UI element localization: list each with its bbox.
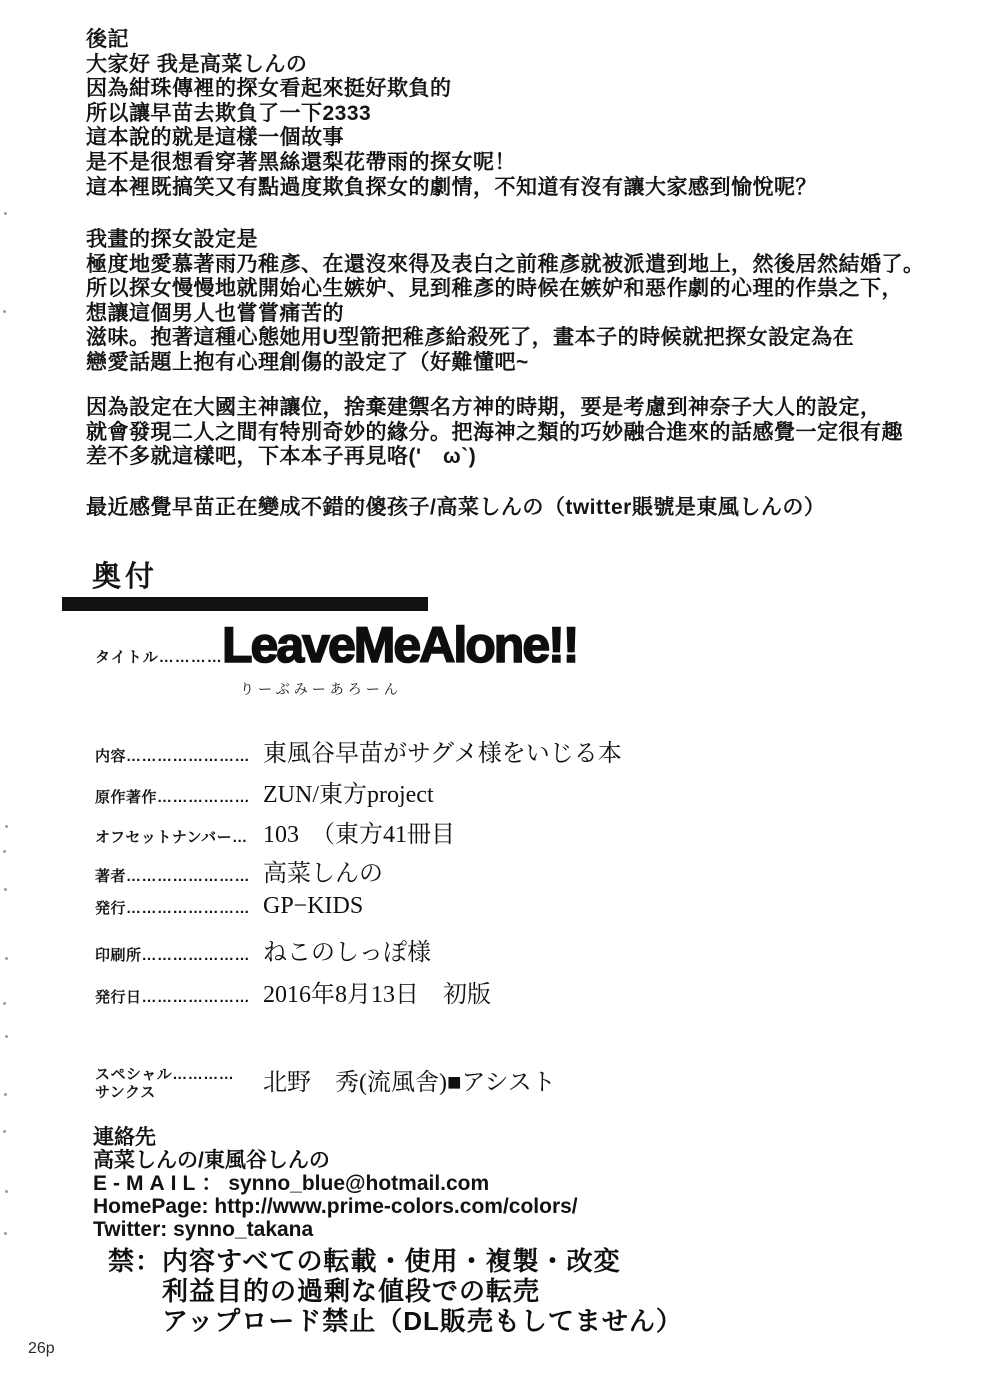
afterword-line: 極度地愛慕著雨乃稚彥、在還沒來得及表白之前稚彥就被派遣到地上，然後居然結婚了。 (86, 252, 925, 276)
scan-speck (5, 825, 8, 828)
prohibition-lines (162, 1246, 683, 1336)
page-number: 26p (28, 1340, 55, 1357)
afterword-line: 因為設定在大國主神讓位，捨棄建禦名方神的時期，要是考慮到神奈子大人的設定， (86, 396, 882, 419)
field-value: ねこのしっぽ様 (263, 940, 431, 966)
contact-email-line (93, 1172, 578, 1195)
afterword-line: 這本裡既搞笑又有點過度欺負探女的劇情，不知道有沒有讓大家感到愉悅呢？ (86, 175, 817, 199)
contact-heading: 連絡先 (93, 1126, 156, 1149)
field-value: 2016年8月13日 初版 (263, 982, 491, 1008)
field-value: ZUN/東方project (263, 782, 434, 808)
title-field-label: タイトル………… (95, 649, 223, 666)
afterword-line: 差不多就這樣吧，下本本子再見咯(' ω`) (86, 445, 477, 469)
colophon-row-printer (95, 932, 431, 967)
colophon-row-original-work (95, 774, 434, 809)
scan-speck (4, 1232, 7, 1235)
contact-homepage-line (93, 1195, 578, 1218)
field-label: 内容…………………… (95, 748, 251, 765)
field-label: オフセットナンバー… (95, 829, 248, 846)
afterword-line: 最近感覺早苗正在變成不錯的傻孩子/高菜しんの（twitter賬號是東風しんの） (86, 496, 826, 519)
scan-speck (3, 310, 6, 313)
colophon-row-publisher (95, 893, 363, 920)
prohibition-line: アップロード禁止（DL販売もしてません） (162, 1306, 683, 1336)
scan-speck (5, 1190, 8, 1193)
contact-names: 高菜しんの/東風谷しんの (93, 1149, 330, 1172)
email-label: E-MAIL： (93, 1172, 229, 1195)
afterword-line: 就會發現二人之間有特別奇妙的緣分。把海神之類的巧妙融合進來的話感覺一定很有趣 (86, 420, 903, 444)
field-value: 103 （東方41冊目 (263, 822, 455, 848)
afterword-line: 戀愛話題上抱有心理創傷的設定了（好難懂吧~ (86, 350, 529, 374)
prohibition-notice (108, 1246, 683, 1336)
twitter-value: synno_takana (173, 1218, 314, 1241)
field-value: 北野 秀(流風舎)■アシスト (263, 1070, 556, 1096)
afterword-paragraph-3 (86, 396, 903, 470)
scan-speck (3, 850, 6, 853)
colophon-row-offset-number (95, 814, 455, 849)
field-label-line2: サンクス (95, 1084, 156, 1101)
field-label (95, 1066, 263, 1102)
colophon-heading: 奥付 (92, 561, 159, 593)
field-label: 印刷所………………… (95, 947, 251, 964)
scan-speck (5, 1035, 8, 1038)
prohibition-label: 禁： (108, 1246, 163, 1276)
field-label: 発行…………………… (95, 900, 251, 917)
email-value: synno_blue@hotmail.com (228, 1172, 490, 1195)
book-title-furigana: りーぶみーあろーん (240, 681, 402, 697)
field-label: 著者…………………… (95, 868, 251, 885)
colophon-row-content (95, 733, 622, 768)
scan-speck (3, 1002, 6, 1005)
book-title: LeaveMeAlone!! (222, 617, 578, 673)
scan-speck (4, 888, 7, 891)
colophon-row-publication-date (95, 974, 491, 1009)
afterword-line: 所以探女慢慢地就開始心生嫉妒、見到稚彥的時候在嫉妒和惡作劇的心理的作祟之下， (86, 277, 903, 301)
afterword-line: 這本說的就是這樣一個故事 (86, 126, 344, 150)
afterword-line: 我畫的探女設定是 (86, 228, 258, 251)
afterword-line: 滋味。抱著這種心態她用U型箭把稚彥給殺死了，畫本子的時候就把探女設定為在 (86, 326, 855, 350)
afterword-line: 因為紺珠傳裡的探女看起來挺好欺負的 (86, 77, 452, 101)
scan-speck (3, 1130, 6, 1133)
prohibition-line: 利益目的の過剰な値段での転売 (162, 1276, 541, 1306)
homepage-value: http://www.prime-colors.com/colors/ (214, 1195, 578, 1218)
colophon-row-special-thanks (95, 1066, 556, 1102)
homepage-label: HomePage: (93, 1195, 209, 1218)
afterword-line: 是不是很想看穿著黑絲還梨花帶雨的探女呢！ (86, 150, 516, 174)
scan-speck (5, 957, 8, 960)
colophon-row-author (95, 853, 383, 888)
afterword-line: 所以讓早苗去欺負了一下2333 (86, 101, 372, 125)
field-value: 東風谷早苗がサグメ様をいじる本 (263, 741, 622, 767)
field-label-line1: スペシャル………… (95, 1066, 235, 1083)
afterword-paragraph-1 (86, 28, 817, 200)
field-label: 発行日………………… (95, 989, 251, 1006)
scan-speck (4, 1093, 7, 1096)
afterword-signature-line (86, 496, 825, 521)
field-label: 原作著作……………… (95, 789, 251, 806)
field-value: GP−KIDS (263, 893, 364, 919)
afterword-line: 後記 (86, 28, 129, 51)
contact-twitter-line (93, 1218, 578, 1241)
contact-block (93, 1126, 578, 1241)
twitter-label: Twitter: (93, 1218, 168, 1241)
afterword-line: 大家好 我是高菜しんの (86, 52, 308, 76)
field-value: 高菜しんの (263, 861, 383, 887)
afterword-line: 想讓這個男人也嘗嘗痛苦的 (86, 301, 344, 325)
prohibition-line: 内容すべての転載・使用・複製・改変 (162, 1246, 621, 1276)
scan-speck (4, 212, 7, 215)
heading-divider-bar (62, 597, 428, 611)
afterword-paragraph-2 (86, 228, 925, 376)
